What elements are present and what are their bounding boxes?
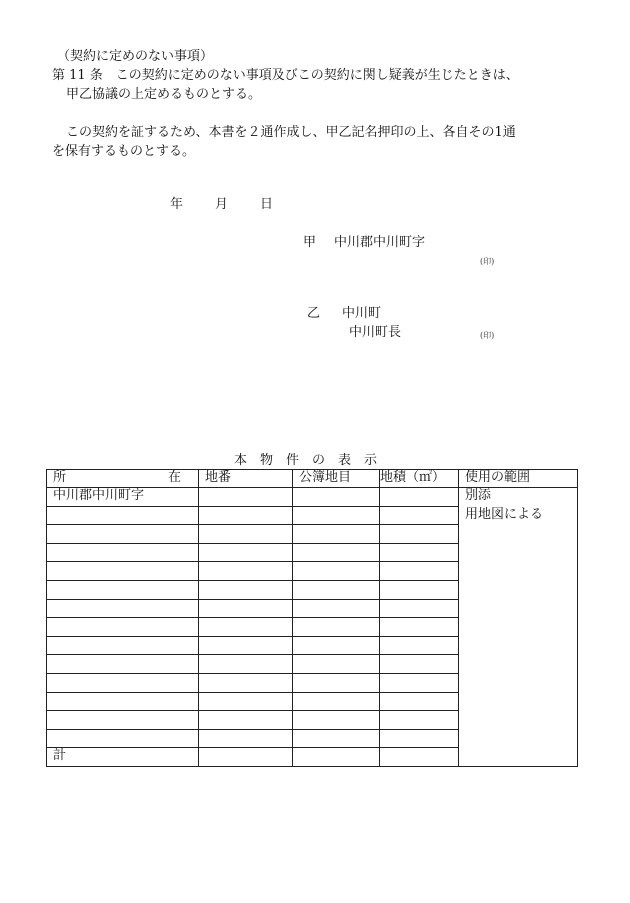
cell-location [47, 506, 199, 525]
header-area: 地積（㎡） [380, 470, 459, 488]
cell-location [47, 618, 199, 637]
cell-lot [199, 562, 293, 581]
cell-location [47, 525, 199, 544]
cell-category [293, 655, 380, 674]
cell-location [47, 543, 199, 562]
cell-category [293, 580, 380, 599]
cell-lot [199, 618, 293, 637]
party-b-line-2: 中川町長 [349, 325, 402, 340]
cell-area [380, 655, 459, 674]
header-usage: 使用の範囲 [459, 470, 578, 488]
cell-location: 中川郡中川町字 [47, 488, 199, 507]
cell-area [380, 488, 459, 507]
cell-area [380, 599, 459, 618]
date-year: 年 [170, 197, 184, 212]
party-b-label: 乙 [307, 306, 321, 321]
cell-area [380, 618, 459, 637]
cell-area [380, 729, 459, 748]
usage-text-1: 別添 [465, 488, 492, 503]
cell-location [47, 655, 199, 674]
cell-area [380, 562, 459, 581]
party-b-seal: (印) [480, 331, 495, 340]
table-row [47, 488, 578, 507]
header-location-a: 所 [53, 470, 67, 485]
cell-category [293, 562, 380, 581]
cell-location [47, 580, 199, 599]
header-lot: 地番 [199, 470, 293, 488]
cell-category [293, 599, 380, 618]
cell-lot [199, 599, 293, 618]
article-heading: （契約に定めのない事項） [57, 49, 214, 64]
property-table-title: 本 物 件 の 表 示 [234, 453, 378, 468]
cell-area [380, 711, 459, 730]
cell-area [380, 692, 459, 711]
cell-category [293, 525, 380, 544]
cell-area [380, 543, 459, 562]
cell-location [47, 673, 199, 692]
cell-category [293, 711, 380, 730]
cell-category [293, 673, 380, 692]
cell-location [47, 692, 199, 711]
cell-usage [459, 488, 578, 767]
cell-category [293, 506, 380, 525]
cell-category [293, 729, 380, 748]
cell-category [293, 543, 380, 562]
party-a-label: 甲 [303, 235, 317, 250]
cell-lot [199, 488, 293, 507]
cell-location [47, 711, 199, 730]
cell-location [47, 562, 199, 581]
party-b-line-1: 中川町 [342, 306, 382, 321]
closing-line-2: を保有するものとする。 [52, 144, 196, 159]
header-location-b: 在 [168, 470, 182, 485]
cell-category [293, 748, 380, 767]
property-table [46, 469, 578, 767]
cell-area [380, 506, 459, 525]
cell-category [293, 692, 380, 711]
cell-area [380, 580, 459, 599]
cell-lot [199, 655, 293, 674]
cell-category [293, 618, 380, 637]
property-table-header-row [47, 470, 578, 488]
cell-lot [199, 580, 293, 599]
cell-area [380, 636, 459, 655]
cell-lot [199, 636, 293, 655]
cell-lot [199, 729, 293, 748]
total-label: 計 [47, 748, 199, 767]
cell-area [380, 525, 459, 544]
cell-lot [199, 525, 293, 544]
party-a-seal: (印) [480, 257, 495, 266]
cell-lot [199, 673, 293, 692]
cell-category [293, 488, 380, 507]
cell-lot [199, 692, 293, 711]
cell-area [380, 748, 459, 767]
party-a-address: 中川郡中川町字 [334, 235, 426, 250]
cell-location [47, 729, 199, 748]
cell-location [47, 599, 199, 618]
cell-lot [199, 506, 293, 525]
cell-location [47, 636, 199, 655]
cell-category [293, 636, 380, 655]
closing-line-1: この契約を証するため、本書を２通作成し、甲乙記名押印の上、各自その1通 [66, 125, 516, 140]
cell-lot [199, 748, 293, 767]
date-day: 日 [260, 197, 274, 212]
usage-text-2: 用地図による [465, 507, 544, 522]
cell-lot [199, 711, 293, 730]
article-11-line-1: 第 11 条 この契約に定めのない事項及びこの契約に関し疑義が生じたときは、 [52, 68, 519, 83]
date-month: 月 [215, 197, 229, 212]
article-11-line-2: 甲乙協議の上定めるものとする。 [66, 87, 262, 102]
cell-lot [199, 543, 293, 562]
header-location [47, 470, 199, 488]
cell-area [380, 673, 459, 692]
header-category: 公簿地目 [293, 470, 380, 488]
